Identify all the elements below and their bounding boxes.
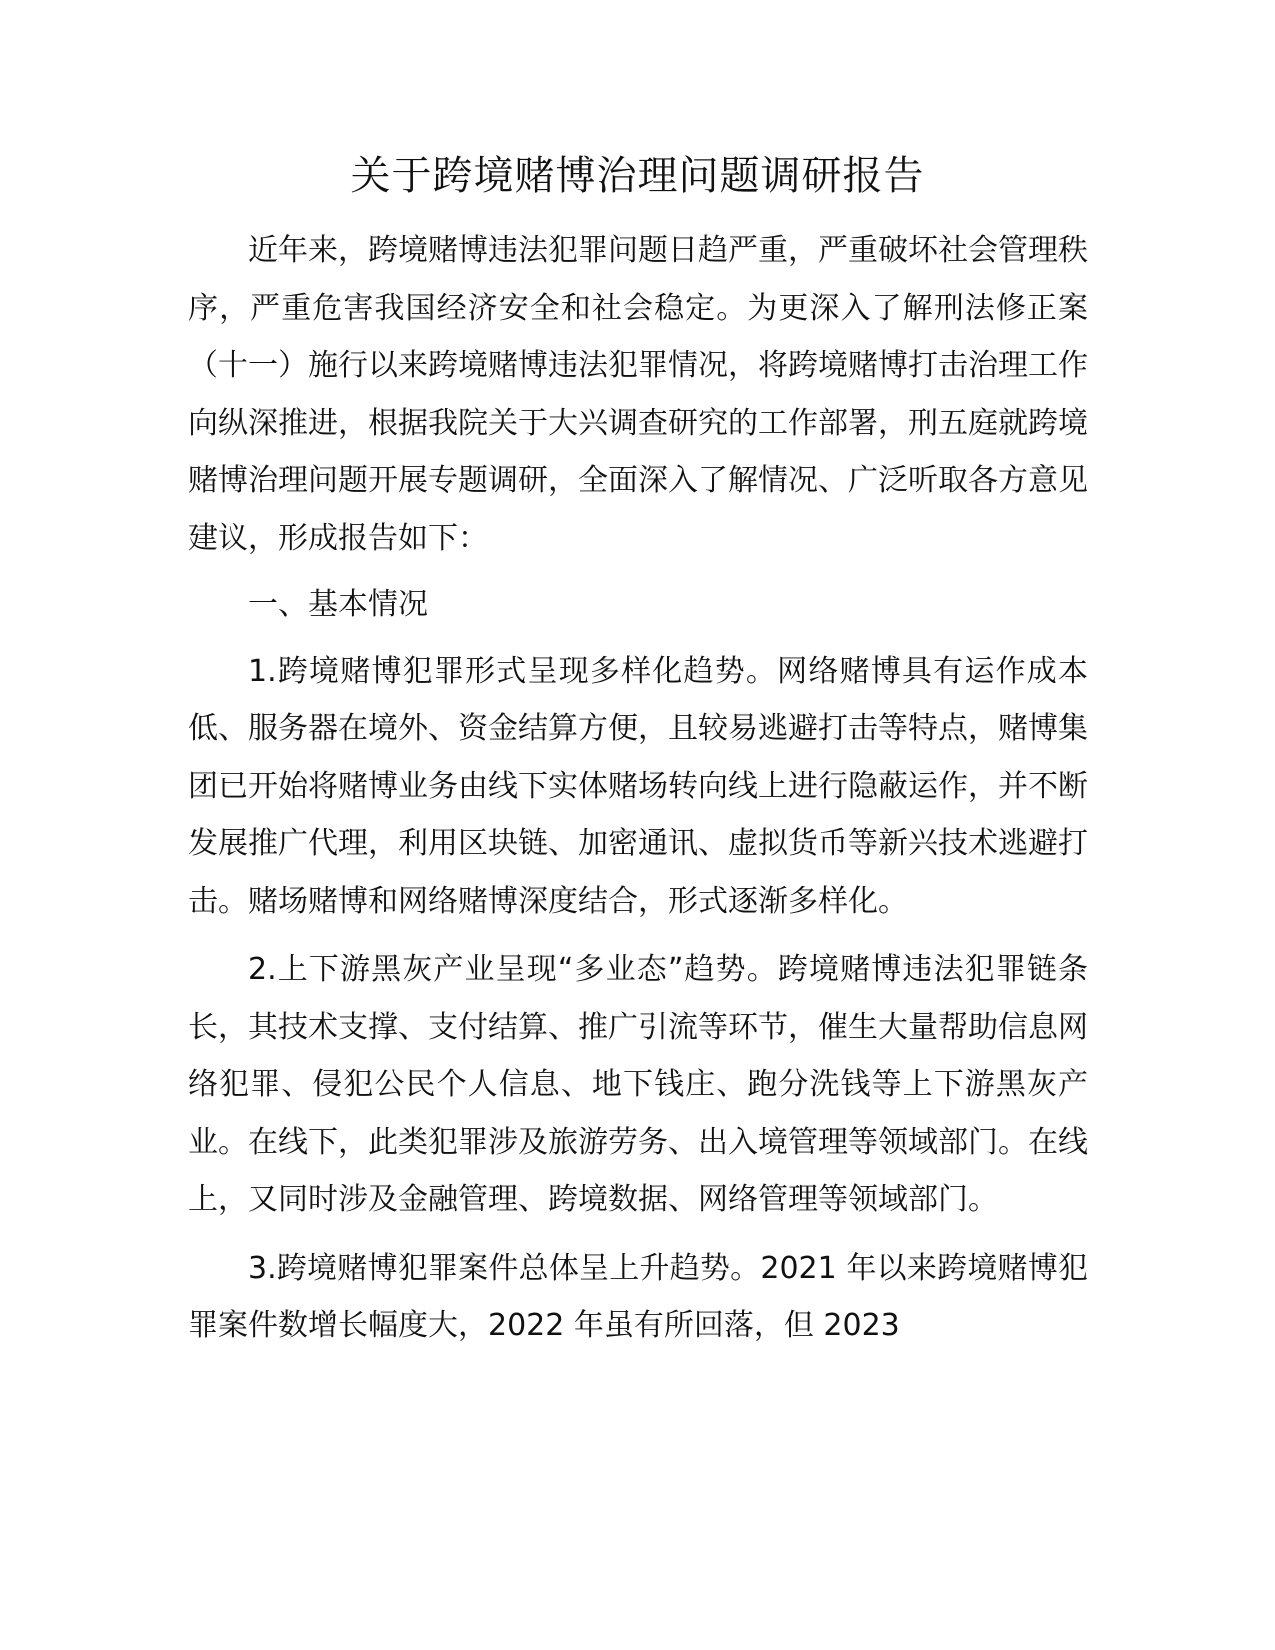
section-heading: 一、基本情况 <box>248 587 428 622</box>
intro-paragraph: 近年来，跨境赌博违法犯罪问题日趋严重，严重破坏社会管理秩序，严重危害我国经济安全和社会稳定。为更深入了解刑法修正案（十一）施行以来跨境赌博违法犯罪情况，将跨境赌博打击治理工作向纵深推进，根据我院关于大兴调查研究的工作部署，刑五庭就跨境赌博治理问题开展专题调研，全面深入了解情况、广泛听取各方意见建议，形成报告如下： <box>188 233 1088 556</box>
document-body <box>188 222 1088 1355</box>
point-2-paragraph: 2.上下游黑灰产业呈现“多业态”趋势。跨境赌博违法犯罪链条长，其技术支撑、支付结算、推广引流等环节，催生大量帮助信息网络犯罪、侵犯公民个人信息、地下钱庄、跑分洗钱等上下游黑灰产业。在线下，此类犯罪涉及旅游劳务、出入境管理等领域部门。在线上，又同时涉及金融管理、跨境数据、网络管理等领域部门。 <box>188 952 1088 1217</box>
document-title: 关于跨境赌博治理问题调研报告 <box>350 153 925 199</box>
point-1-paragraph: 1.跨境赌博犯罪形式呈现多样化趋势。网络赌博具有运作成本低、服务器在境外、资金结算方便，且较易逃避打击等特点，赌博集团已开始将赌博业务由线下实体赌场转向线上进行隐蔽运作，并不断发展推广代理，利用区块链、加密通讯、虚拟货币等新兴技术逃避打击。赌场赌博和网络赌博深度结合，形式逐渐多样化。 <box>188 653 1088 919</box>
point-3-paragraph: 3.跨境赌博犯罪案件总体呈上升趋势。2021 年以来跨境赌博犯罪案件数增长幅度大，2022 年虽有所回落，但 2023 <box>188 1250 1088 1343</box>
